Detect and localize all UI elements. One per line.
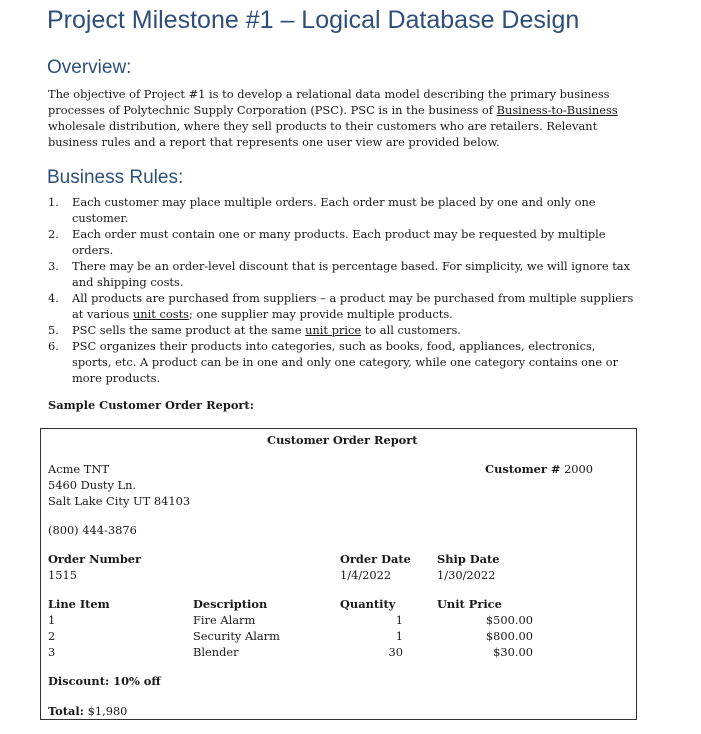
- b2b-link-text: Business-to-Business: [496, 103, 618, 117]
- total-field: [48, 703, 127, 719]
- rule-item: [48, 290, 638, 322]
- unit-price-cell: $800.00: [485, 629, 533, 643]
- unit-price-cell: $30.00: [493, 645, 533, 659]
- rule-item: [48, 322, 638, 338]
- unit-price-header: Unit Price: [437, 597, 502, 611]
- discount-text: Discount: 10% off: [48, 674, 161, 688]
- customer-name: Acme TNT: [48, 462, 109, 476]
- overview-paragraph: [48, 86, 628, 150]
- rule-number: 6.: [48, 339, 59, 353]
- line-item-header: Line Item: [48, 597, 110, 611]
- phone-number: (800) 444-3876: [48, 523, 137, 537]
- report-title: Customer Order Report: [267, 433, 418, 447]
- unit-price-cell: $500.00: [485, 613, 533, 627]
- quantity-header: Quantity: [340, 597, 396, 611]
- overview-text-2: wholesale distribution, where they sell products to their customers who are retailers. Relevant business rules and a report that represents one user view are provided below.: [48, 119, 598, 149]
- rule-text-pre: PSC sells the same product at the same: [72, 323, 306, 337]
- order-number-value: 1515: [48, 568, 77, 582]
- customer-number-value: 2000: [564, 462, 594, 476]
- rule-text-underlined: unit price: [305, 323, 362, 337]
- ship-date-label: Ship Date: [437, 552, 500, 566]
- rule-text: Each customer may place multiple orders. Each order must be placed by one and only one customer.: [72, 195, 596, 225]
- quantity-cell: 1: [395, 629, 403, 643]
- business-rules-heading: Business Rules:: [47, 167, 184, 188]
- rule-text: PSC organizes their products into categories, such as books, food, appliances, electronics, sports, etc. A product can be in one and only one category, while one category contains one or more products.: [72, 339, 619, 385]
- description-cell: Security Alarm: [193, 629, 280, 643]
- line-item-cell: 3: [48, 645, 56, 659]
- total-value: $1,980: [87, 704, 128, 718]
- description-header: Description: [193, 597, 268, 611]
- order-date-value: 1/4/2022: [340, 568, 392, 582]
- address-line-2: Salt Lake City UT 84103: [48, 494, 191, 508]
- quantity-cell: 1: [395, 613, 403, 627]
- rule-item: [48, 194, 638, 226]
- order-date-label: Order Date: [340, 552, 411, 566]
- customer-number-label: Customer #: [485, 462, 561, 476]
- rule-number: 3.: [48, 259, 59, 273]
- rule-number: 5.: [48, 323, 59, 337]
- line-item-cell: 1: [48, 613, 56, 627]
- line-item-cell: 2: [48, 629, 56, 643]
- business-rules-list: [48, 194, 638, 386]
- rule-text: There may be an order-level discount that is percentage based. For simplicity, we will ignore tax and shipping costs.: [72, 259, 631, 289]
- rule-text-post: to all customers.: [361, 323, 461, 337]
- description-cell: Fire Alarm: [193, 613, 256, 627]
- description-cell: Blender: [193, 645, 239, 659]
- rule-item: [48, 258, 638, 290]
- total-label: Total:: [48, 704, 84, 718]
- address-line-1: 5460 Dusty Ln.: [48, 478, 137, 492]
- rule-item: [48, 338, 638, 386]
- customer-order-report: [40, 428, 637, 720]
- rule-number: 1.: [48, 195, 59, 209]
- customer-number-field: [485, 461, 593, 477]
- rule-text-pre: All products are purchased from suppliers – a product may be purchased from multiple suppliers at various: [72, 291, 634, 321]
- rule-number: 2.: [48, 227, 59, 241]
- rule-text: Each order must contain one or many products. Each product may be requested by multiple orders.: [72, 227, 606, 257]
- rule-number: 4.: [48, 291, 59, 305]
- ship-date-value: 1/30/2022: [437, 568, 496, 582]
- rule-text-post: ; one supplier may provide multiple products.: [189, 307, 453, 321]
- overview-heading: Overview:: [47, 57, 132, 78]
- sample-report-label: Sample Customer Order Report:: [48, 398, 254, 412]
- order-number-label: Order Number: [48, 552, 142, 566]
- overview-text-1: The objective of Project #1 is to develop a relational data model describing the primary business processes of Polytechnic Supply Corporation (PSC). PSC is in the business of: [48, 87, 610, 117]
- rule-item: [48, 226, 638, 258]
- rule-text-underlined: unit costs: [132, 307, 189, 321]
- quantity-cell: 30: [388, 645, 403, 659]
- page-title: Project Milestone #1 – Logical Database Design: [47, 6, 580, 34]
